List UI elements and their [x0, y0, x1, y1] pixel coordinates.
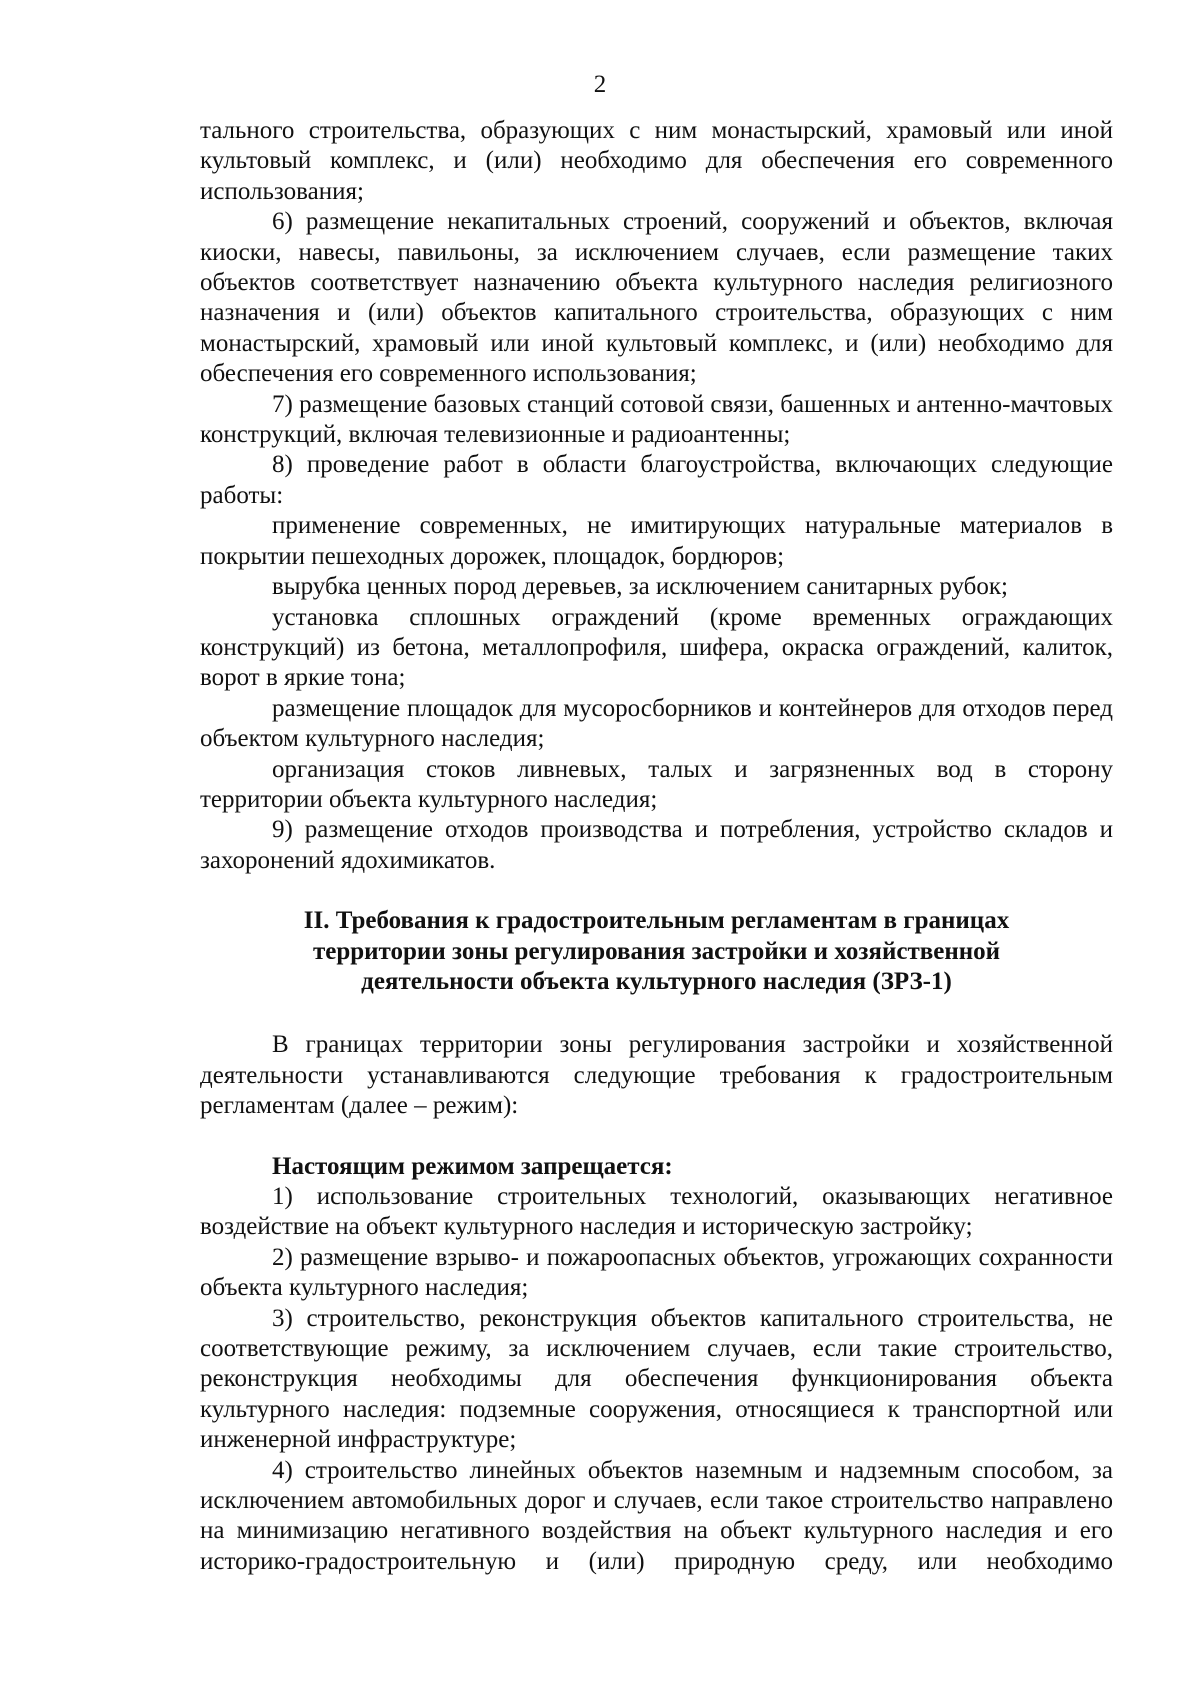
list-item-7: 7) размещение базовых станций сотовой связи, башенных и антенно-мачтовых конструкций, включая телевизионные и радиоантенны;: [200, 390, 1113, 449]
sub-item-modern-materials: применение современных, не имитирующих натуральные материалов в покрытии пешеходных дорожек, площадок, бордюров;: [200, 512, 1113, 570]
prohibited-item-3: 3) строительство, реконструкция объектов капитального строительства, не соответствующие режиму, за исключением случаев, если такие строительство, реконструкция необходимы для обеспечения функционирования объекта культурного наследия: подземные сооружения, относящиеся к транспортной или инженерной инфраструктуре;: [200, 1304, 1113, 1454]
section-heading: II. Требования к градостроительным регламентам в границах территории зоны регулирования застройки и хозяйственной деятельности объекта культурного наследия (ЗРЗ-1): [303, 907, 1010, 995]
prohibited-item-2: 2) размещение взрыво- и пожароопасных объектов, угрожающих сохранности объекта культурного наследия;: [200, 1243, 1113, 1302]
paragraph-continuation: тального строительства, образующих с ним монастырский, храмовый или иной культовый комплекс, и (или) необходимо для обеспечения его современного использования;: [200, 117, 1113, 205]
intro-paragraph: В границах территории зоны регулирования застройки и хозяйственной деятельности устанавливаются следующие требования к градостроительным регламентам (далее – режим):: [200, 1031, 1113, 1120]
prohibited-item-1: 1) использование строительных технологий, оказывающих негативное воздействие на объект культурного наследия и историческую застройку;: [200, 1183, 1113, 1241]
prohibited-item-4: 4) строительство линейных объектов наземным и надземным способом, за исключением автомобильных дорог и случаев, если такое строительство направлено на минимизацию негативного воздействия на объект культурного наследия и его историко-градостроительную и (или) природную среду, или необходимо: [200, 1456, 1113, 1575]
list-item-9: 9) размещение отходов производства и потребления, устройство складов и захоронений ядохимикатов.: [200, 816, 1113, 874]
sub-item-tree-felling: вырубка ценных пород деревьев, за исключением санитарных рубок;: [272, 573, 1008, 601]
list-item-8: 8) проведение работ в области благоустройства, включающих следующие работы:: [200, 451, 1113, 509]
document-body: [200, 116, 1113, 1577]
sub-item-waste-sites: размещение площадок для мусоросборников и контейнеров для отходов перед объектом культурного наследия;: [200, 694, 1113, 753]
sub-item-fences: установка сплошных ограждений (кроме временных ограждающих конструкций) из бетона, металлопрофиля, шифера, окраска ограждений, калиток, ворот в яркие тона;: [200, 603, 1113, 692]
sub-item-drainage: организация стоков ливневых, талых и загрязненных вод в сторону территории объекта культурного наследия;: [200, 755, 1113, 813]
page-number: 2: [593, 71, 607, 98]
prohibited-heading: Настоящим режимом запрещается:: [272, 1152, 673, 1180]
list-item-6: 6) размещение некапитальных строений, сооружений и объектов, включая киоски, навесы, павильоны, за исключением случаев, если размещение таких объектов соответствует назначению объекта культурного наследия религиозного назначения и (или) объектов капитального строительства, образующих с ним монастырский, храмовый или иной культовый комплекс, и (или) необходимо для обеспечения его современного использования;: [200, 208, 1113, 388]
